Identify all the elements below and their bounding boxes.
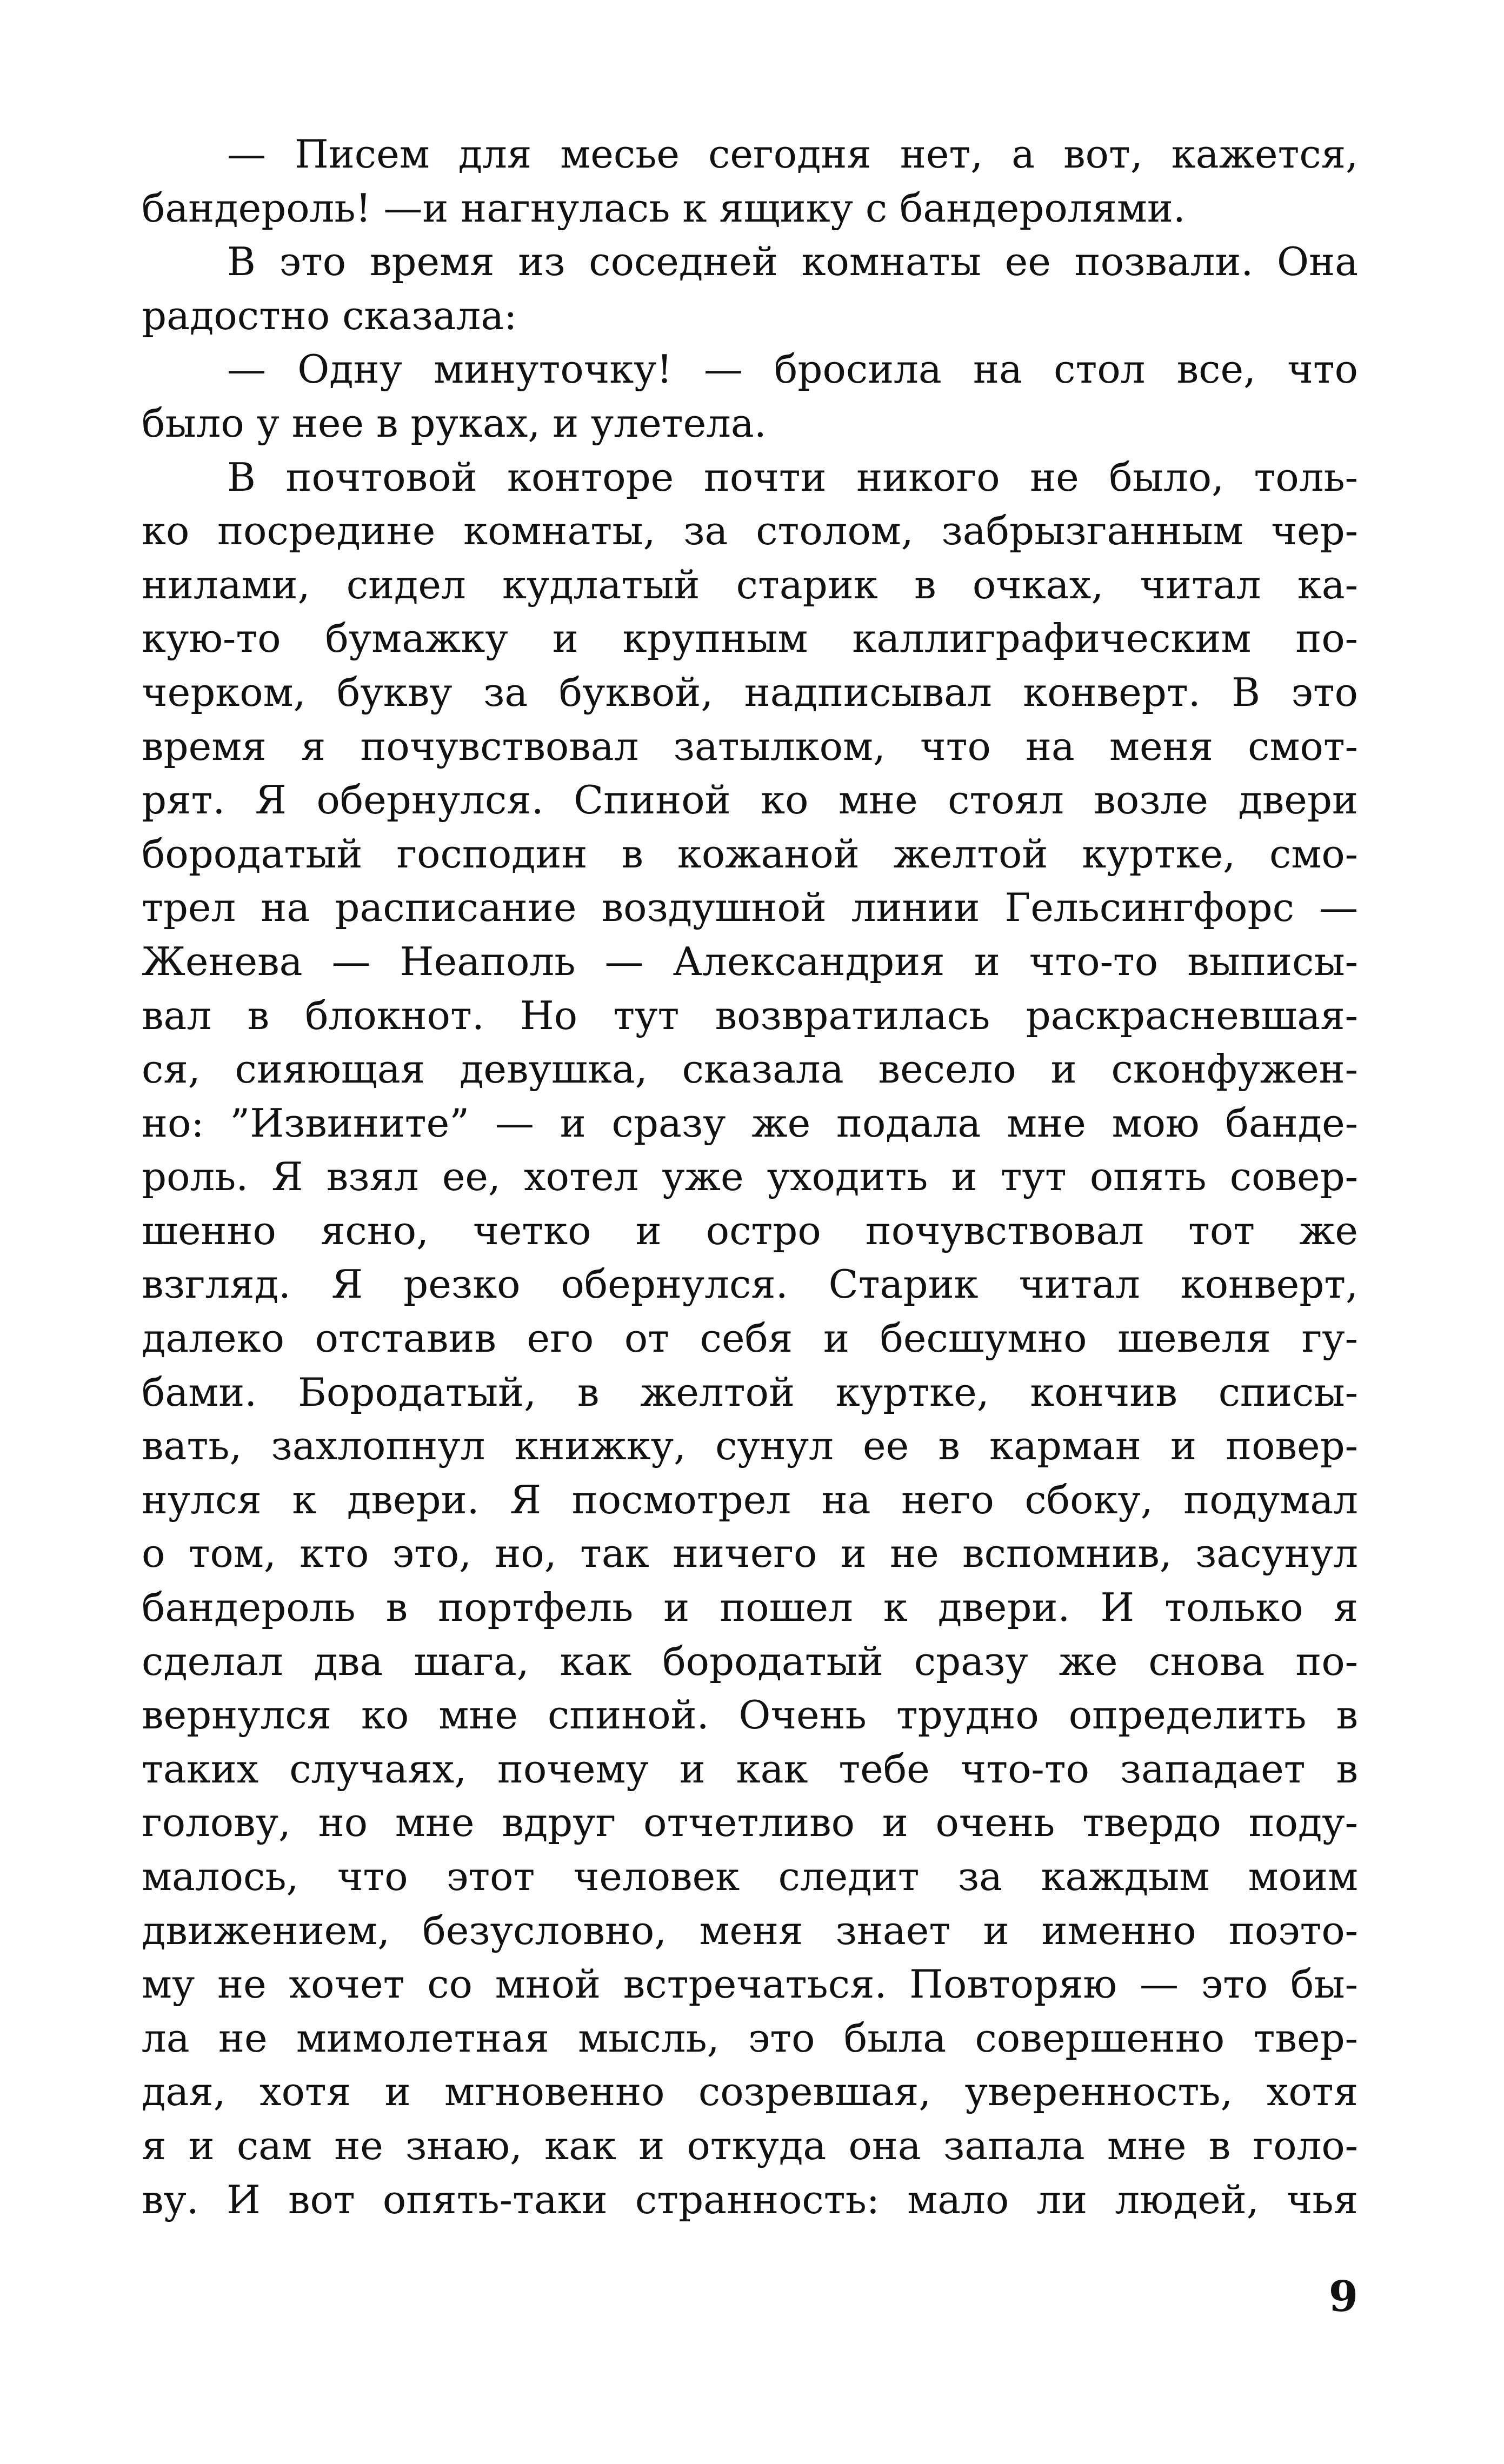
text-line: было у нее в руках, и улетела.: [142, 400, 767, 446]
text-line: роль. Я взял ее, хотел уже уходить и тут опять совер-: [142, 1154, 1358, 1200]
text-line: бами. Бородатый, в желтой куртке, кончив списы-: [142, 1369, 1358, 1415]
text-line: Женева — Неаполь — Александрия и что-то выписы-: [142, 938, 1358, 984]
text-line: нилами, сидел кудлатый старик в очках, читал ка-: [142, 562, 1358, 607]
text-line: движением, безусловно, меня знает и именно поэто-: [142, 1907, 1358, 1953]
text-line: взгляд. Я резко обернулся. Старик читал конверт,: [142, 1261, 1358, 1307]
text-line: далеко отставив его от себя и бесшумно шевеля гу-: [142, 1316, 1358, 1361]
text-line: бандероль! —и нагнулась к ящику с бандеролями.: [142, 185, 1186, 231]
text-line: о том, кто это, но, так ничего и не вспомнив, засунул: [142, 1531, 1358, 1577]
text-line: В это время из соседней комнаты ее позвали. Она: [227, 239, 1358, 285]
text-line: — Одну минуточку! — бросила на стол все, что: [227, 346, 1358, 392]
text-line: бородатый господин в кожаной желтой куртке, смо-: [142, 831, 1358, 877]
text-line: ся, сияющая девушка, сказала весело и сконфужен-: [142, 1046, 1358, 1092]
text-line: вал в блокнот. Но тут возвратилась раскрасневшая-: [142, 992, 1358, 1038]
text-line: шенно ясно, четко и остро почувствовал тот же: [142, 1207, 1358, 1253]
text-line: но: ”Извините” — и сразу же подала мне мою банде-: [142, 1100, 1358, 1146]
text-line: трел на расписание воздушной линии Гельсингфорс —: [142, 885, 1358, 931]
text-line: му не хочет со мной встречаться. Повторяю — это бы-: [142, 1961, 1358, 2007]
text-line: рят. Я обернулся. Спиной ко мне стоял возле двери: [142, 777, 1358, 823]
text-line: голову, но мне вдруг отчетливо и очень твердо поду-: [142, 1800, 1358, 1846]
text-line: таких случаях, почему и как тебе что-то западает в: [142, 1746, 1358, 1792]
text-line: я и сам не знаю, как и откуда она запала мне в голо-: [142, 2122, 1358, 2168]
text-line: В почтовой конторе почти никого не было, толь-: [227, 454, 1358, 500]
text-line: сделал два шага, как бородатый сразу же снова по-: [142, 1638, 1358, 1684]
text-line: дая, хотя и мгновенно созревшая, уверенность, хотя: [142, 2069, 1358, 2115]
text-line: ко посредине комнаты, за столом, забрызганным чер-: [142, 508, 1358, 554]
text-line: малось, что этот человек следит за каждым моим: [142, 1854, 1358, 1899]
text-line: вать, захлопнул книжку, сунул ее в карман и повер-: [142, 1423, 1358, 1469]
text-line: — Писем для месье сегодня нет, а вот, кажется,: [227, 131, 1358, 177]
text-line: радостно сказала:: [142, 292, 517, 338]
text-line: ла не мимолетная мысль, это была совершенно твер-: [142, 2015, 1358, 2061]
text-line: нулся к двери. Я посмотрел на него сбоку, подумал: [142, 1477, 1358, 1523]
text-line: кую-то бумажку и крупным каллиграфическим по-: [142, 616, 1358, 662]
text-line: ву. И вот опять-таки странность: мало ли людей, чья: [142, 2176, 1358, 2222]
text-line: вернулся ко мне спиной. Очень трудно определить в: [142, 1692, 1358, 1738]
text-line: черком, букву за буквой, надписывал конверт. В это: [142, 669, 1358, 715]
page-number: 9: [1328, 2272, 1358, 2321]
body-text: [142, 128, 1358, 2227]
text-line: бандероль в портфель и пошел к двери. И только я: [142, 1585, 1358, 1631]
text-line: время я почувствовал затылком, что на меня смот-: [142, 723, 1358, 769]
